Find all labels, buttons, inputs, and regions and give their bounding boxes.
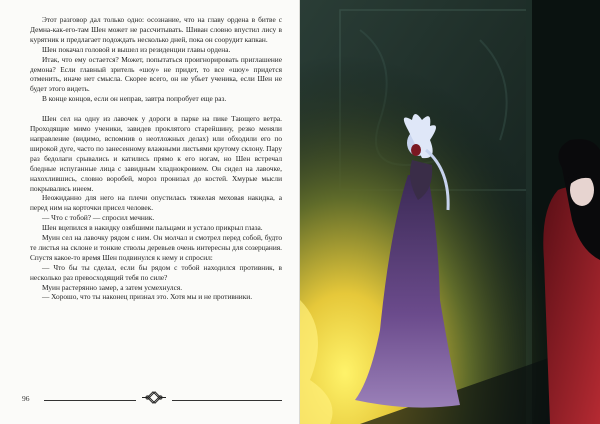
page-footer (22, 394, 281, 406)
paragraph: Итак, что ему остается? Может, попытаться проигнорировать приглашение демона? Если главный зритель «шоу» не придет, то все «шоу» придется отменить, иначе нет смысла. Скорее всего, он не убьет ученика, если Шен не будет этого видеть. (30, 54, 282, 94)
paragraph: — Хорошо, что ты наконец признал это. Хотя мы и не противники. (42, 292, 253, 302)
paragraph: Муин сел на лавочку рядом с ним. Он молчал и смотрел перед собой, будто те листья на склоне и тонкие стволы деревьев очень интересны для созерцания. Спустя какое-то время Шен подвинулся к нему и спросил: (30, 233, 282, 262)
paragraph: Шен покачал головой и вышел из резиденции главы ордена. (42, 44, 231, 54)
paragraph: Этот разговор дал только одно: осознание, что на главу ордена в битве с Демна-как-его-там Шен может не рассчитывать. Шиван словно впустил лису в курятник и предлагает подождать несколько дней, пока он соорудит капкан. (30, 15, 282, 44)
text-block (30, 15, 282, 302)
paragraph: Муин растерянно замер, а затем усмехнулся. (42, 282, 183, 292)
illustration-page (300, 0, 600, 424)
knot-ornament-icon (141, 391, 167, 404)
paragraph: Шен вцепился в накидку озябшими пальцами и устало прикрыл глаза. (42, 223, 263, 233)
illustration-demon-and-swordsman (300, 0, 600, 424)
footer-rule-left (44, 400, 136, 401)
page-number: 96 (22, 394, 30, 403)
paragraph: — Что с тобой? — спросил мечник. (42, 213, 155, 223)
paragraph: Неожиданно для него на плечи опустилась тяжелая меховая накидка, а перед ним на корточки присел человек. (30, 193, 282, 213)
footer-rule-right (172, 400, 282, 401)
section-break (30, 104, 282, 114)
paragraph: В конце концов, если он неправ, завтра попробует еще раз. (42, 94, 227, 104)
paragraph: — Что бы ты сделал, если бы рядом с тобой находился противник, в несколько раз превосходящий тебя по силе? (30, 262, 282, 282)
paragraph: Шен сел на одну из лавочек у дороги в парке на пике Тающего ветра. Проходящие мимо ученики, завидев проклятого старейшину, резко меняли направление (видимо, вспомнив о неотложных делах) или обходили его по широкой дуге, часто по занесенному влажными листьями крутому склону. Пару раз бедолаги срывались и катились прямо к его ногам, но Шен встречал бледные испуганные лица с завидным хладнокровием. Он сидел на лавочке, нахохлившись, словно воробей, мороз пронизал до костей. Хмурые мысли покрывались инеем. (30, 114, 282, 193)
